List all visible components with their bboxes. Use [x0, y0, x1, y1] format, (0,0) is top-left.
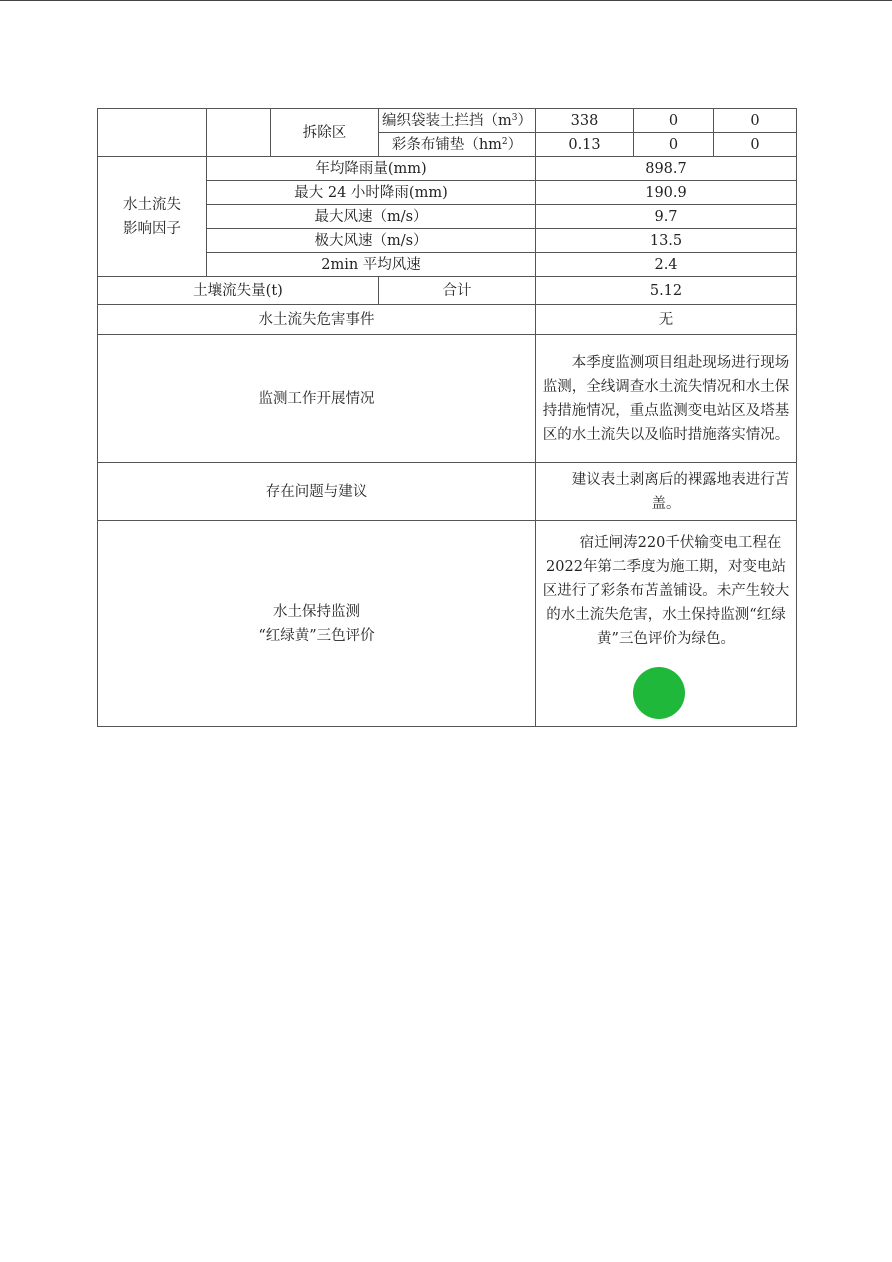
measure-value: 0.13	[536, 133, 634, 157]
factor-value: 898.7	[536, 157, 797, 181]
factor-value: 190.9	[536, 181, 797, 205]
evaluation-text: 宿迁闸涛220千伏输变电工程在2022年第二季度为施工期，对变电站区进行了彩条布苫盖铺设。未产生较大的水土流失危害，水土保持监测“红绿黄”三色评价为绿色。	[542, 534, 790, 647]
measure-value: 0	[634, 133, 714, 157]
factor-value: 2.4	[536, 253, 797, 277]
table-row	[98, 335, 797, 463]
measure-value: 0	[714, 133, 797, 157]
factor-name: 最大风速（m/s）	[207, 205, 536, 229]
blank-cell	[207, 109, 271, 157]
removal-zone-label: 拆除区	[271, 109, 379, 157]
factor-value: 9.7	[536, 205, 797, 229]
blank-cell	[98, 109, 207, 157]
table-row	[98, 277, 797, 305]
factor-name: 年均降雨量(mm)	[207, 157, 536, 181]
soil-loss-label: 土壤流失量(t)	[98, 277, 379, 305]
factor-value: 13.5	[536, 229, 797, 253]
soil-loss-value: 5.12	[536, 277, 797, 305]
measure-name: 编织袋装土拦挡$(m^3)$	[379, 109, 536, 133]
work-text: 本季度监测项目组赴现场进行现场监测，全线调查水土流失情况和水土保持措施情况，重点监测变电站区及塔基区的水土流失以及临时措施落实情况。	[536, 335, 797, 463]
table-row	[98, 157, 797, 181]
measure-value: 0	[714, 109, 797, 133]
monitoring-report-table	[97, 108, 797, 727]
hazard-value: 无	[536, 305, 797, 335]
page-top-border	[0, 0, 892, 1]
table-row	[98, 463, 797, 521]
hazard-label: 水土流失危害事件	[98, 305, 536, 335]
table-row	[98, 109, 797, 133]
table-row	[98, 305, 797, 335]
factors-label: 水土流失 影响因子	[98, 157, 207, 277]
measure-value: 0	[634, 109, 714, 133]
measure-value: 338	[536, 109, 634, 133]
factor-name: 2min 平均风速	[207, 253, 536, 277]
factor-name: 极大风速（m/s）	[207, 229, 536, 253]
factor-name: 最大 24 小时降雨(mm)	[207, 181, 536, 205]
evaluation-label: 水土保持监测 “红绿黄”三色评价	[98, 521, 536, 727]
table-row	[98, 521, 797, 727]
work-label: 监测工作开展情况	[98, 335, 536, 463]
soil-loss-sublabel: 合计	[379, 277, 536, 305]
green-rating-indicator	[633, 667, 685, 719]
measure-name: 彩条布铺垫$(hm^2)$	[379, 133, 536, 157]
evaluation-cell	[536, 521, 797, 727]
issues-text: 建议表土剥离后的裸露地表进行苫盖。	[536, 463, 797, 521]
issues-label: 存在问题与建议	[98, 463, 536, 521]
